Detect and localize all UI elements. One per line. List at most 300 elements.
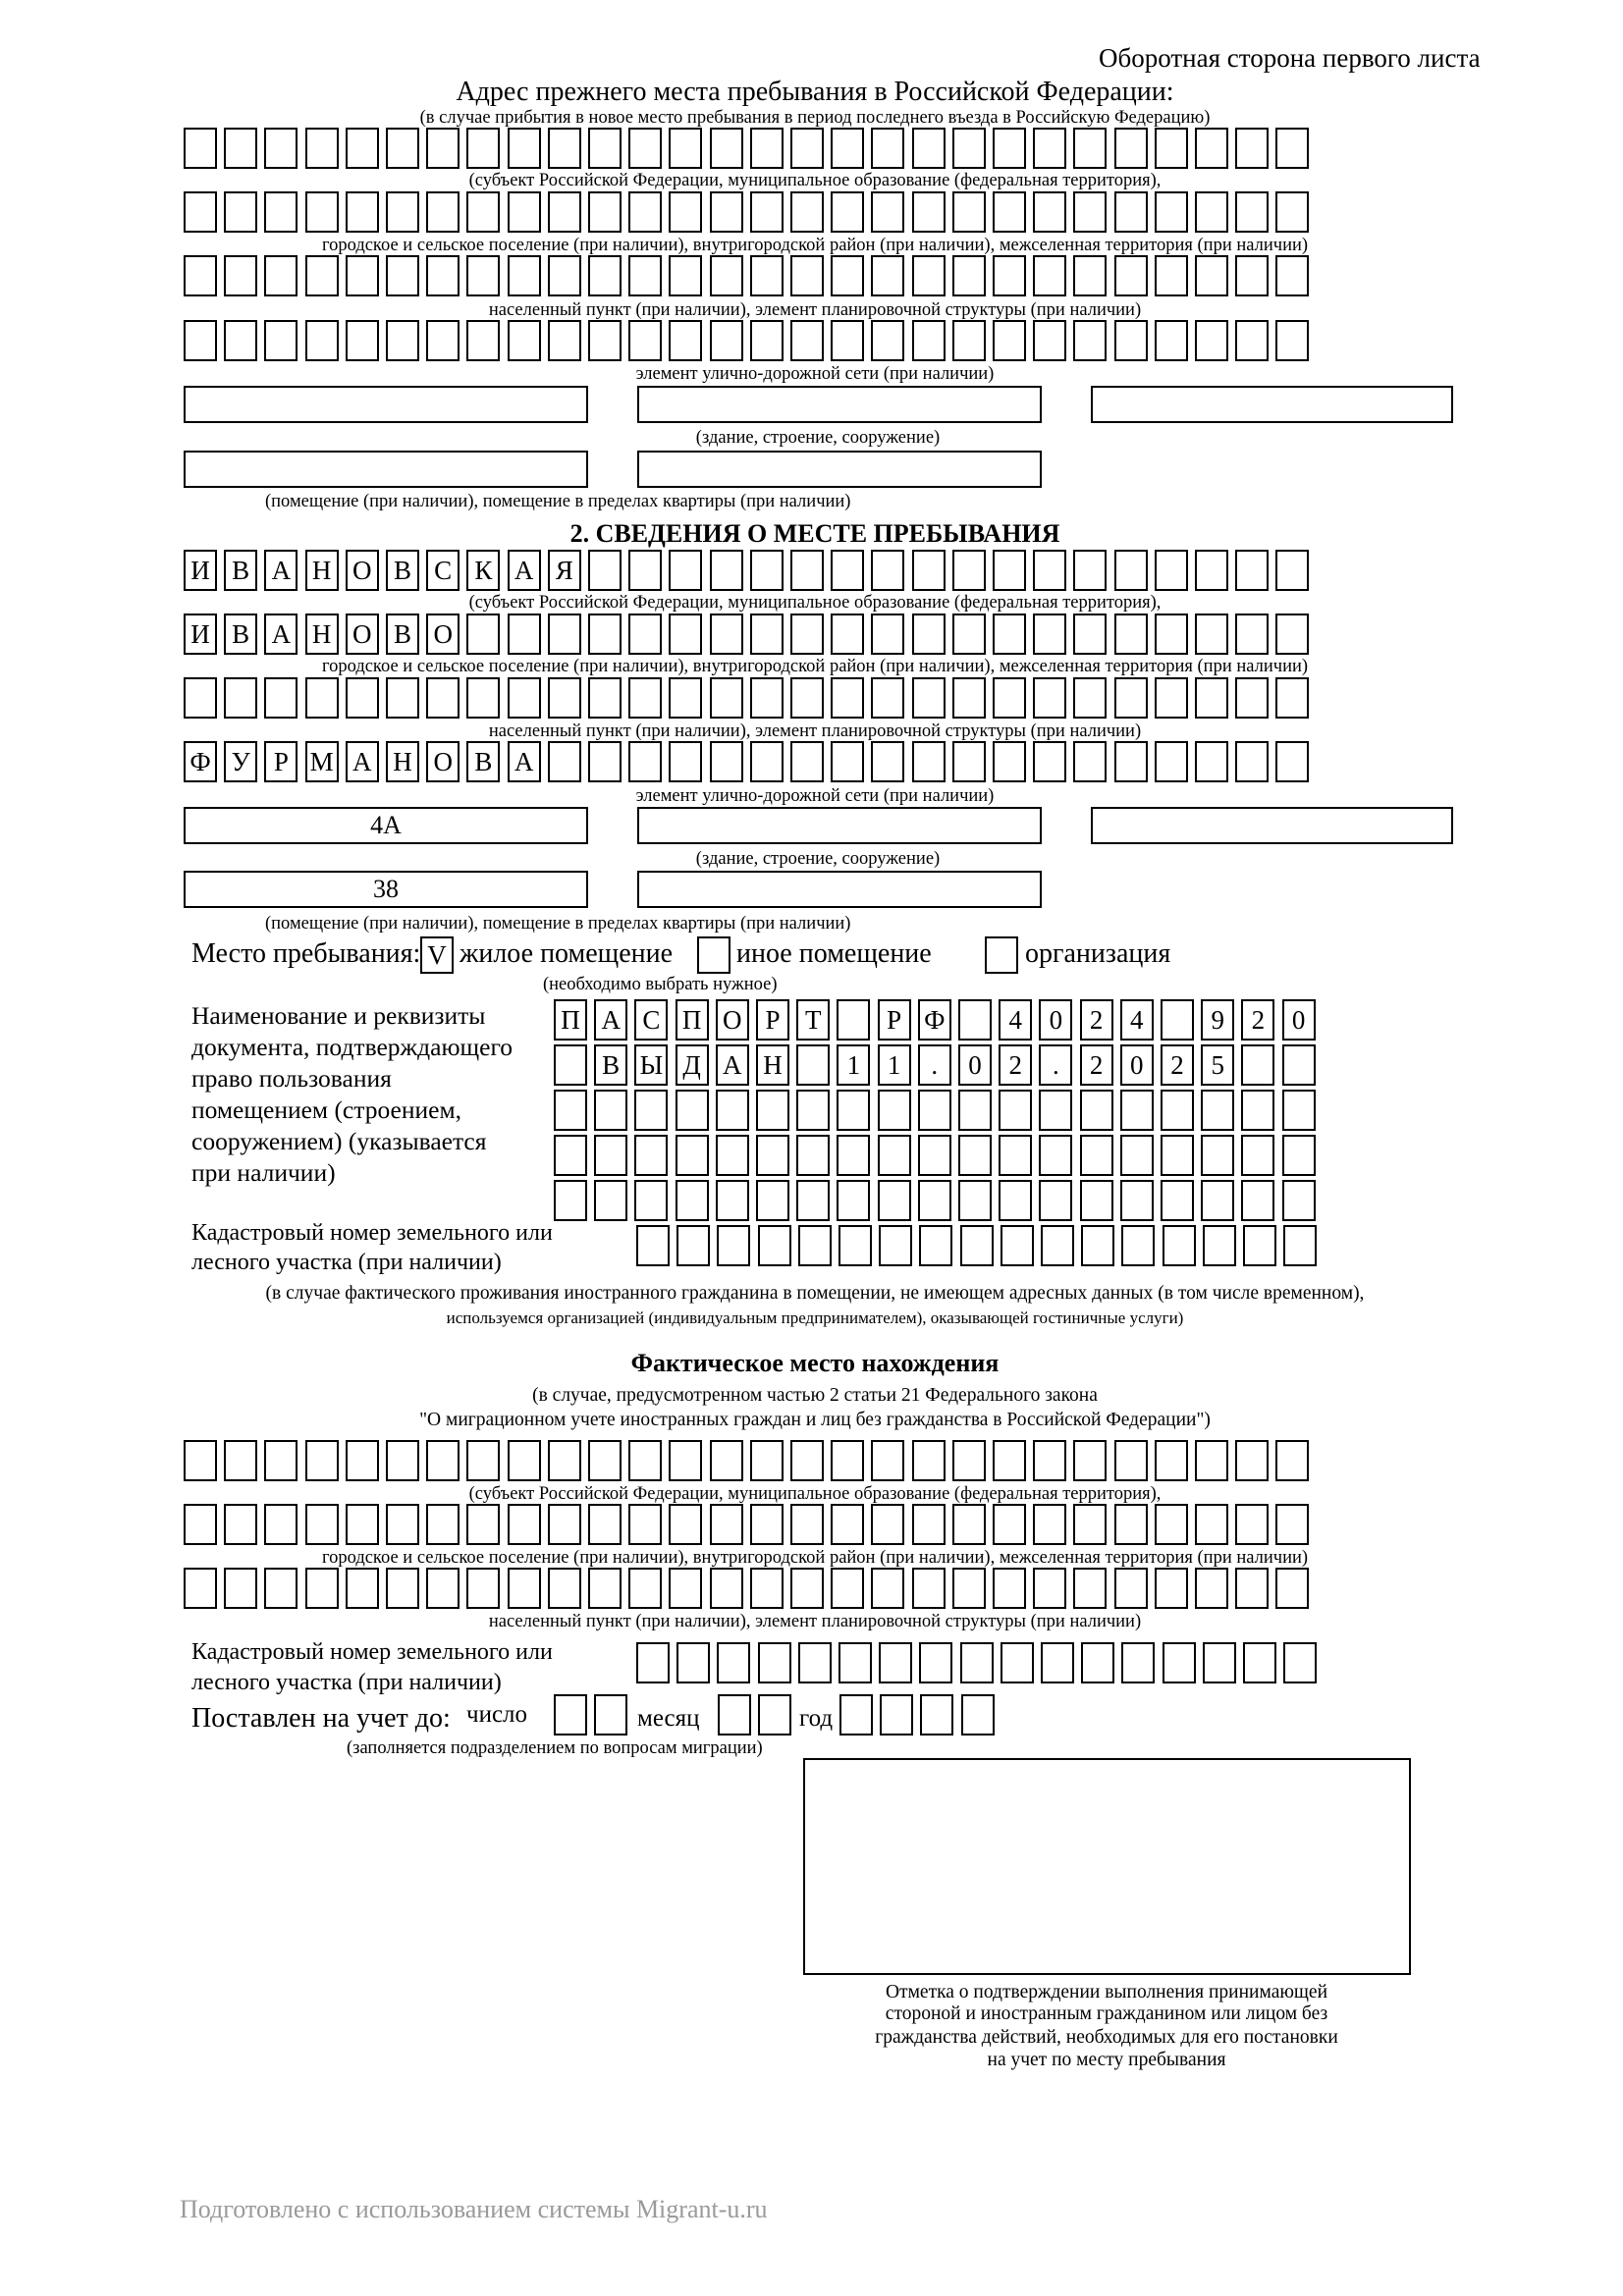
letter-cell[interactable] xyxy=(548,1440,581,1481)
letter-cell[interactable] xyxy=(1033,677,1066,719)
letter-cell[interactable] xyxy=(790,320,824,361)
letter-cell[interactable] xyxy=(588,614,622,655)
letter-cell[interactable] xyxy=(346,1440,379,1481)
letter-cell[interactable] xyxy=(871,677,904,719)
letter-cell[interactable] xyxy=(1275,550,1309,591)
letter-cell[interactable] xyxy=(871,191,904,233)
letter-cell[interactable] xyxy=(1073,550,1107,591)
letter-cell[interactable] xyxy=(224,255,257,296)
letter-cell[interactable]: О xyxy=(346,550,379,591)
letter-cell[interactable]: Н xyxy=(305,550,339,591)
letter-cell[interactable] xyxy=(1235,614,1269,655)
letter-cell[interactable] xyxy=(993,614,1026,655)
letter-cell[interactable] xyxy=(958,1090,992,1131)
letter-cell[interactable] xyxy=(548,191,581,233)
letter-cell[interactable] xyxy=(1161,999,1194,1041)
letter-cell[interactable] xyxy=(346,128,379,169)
letter-cell[interactable] xyxy=(636,1225,670,1266)
letter-cell[interactable] xyxy=(426,677,460,719)
letter-cell[interactable] xyxy=(426,1568,460,1609)
letter-cell[interactable] xyxy=(1114,320,1148,361)
letter-cell[interactable] xyxy=(831,320,864,361)
building-field-3[interactable] xyxy=(1091,807,1453,844)
letter-cell[interactable]: Я xyxy=(548,550,581,591)
letter-cell[interactable]: 2 xyxy=(1241,999,1274,1041)
letter-cell[interactable] xyxy=(386,320,419,361)
letter-cell[interactable] xyxy=(184,1568,217,1609)
letter-cell[interactable] xyxy=(837,1180,870,1221)
letter-cell[interactable] xyxy=(1155,128,1188,169)
letter-cell[interactable] xyxy=(871,1568,904,1609)
letter-cell[interactable]: В xyxy=(386,614,419,655)
letter-cell[interactable] xyxy=(669,741,702,782)
letter-cell[interactable] xyxy=(750,1568,784,1609)
letter-cell[interactable] xyxy=(1201,1090,1234,1131)
letter-cell[interactable] xyxy=(912,191,946,233)
letter-cell[interactable] xyxy=(1195,1440,1228,1481)
letter-cell[interactable] xyxy=(871,1504,904,1545)
letter-cell[interactable] xyxy=(871,255,904,296)
letter-cell[interactable] xyxy=(790,128,824,169)
letter-cell[interactable] xyxy=(790,741,824,782)
letter-cell[interactable] xyxy=(912,677,946,719)
letter-cell[interactable] xyxy=(1155,614,1188,655)
letter-cell[interactable] xyxy=(1121,1642,1155,1683)
letter-cell[interactable] xyxy=(1275,255,1309,296)
letter-cell[interactable] xyxy=(831,191,864,233)
letter-cell[interactable] xyxy=(1275,1568,1309,1609)
letter-cell[interactable] xyxy=(1155,1568,1188,1609)
letter-cell[interactable] xyxy=(305,255,339,296)
letter-cell[interactable] xyxy=(758,1642,791,1683)
letter-cell[interactable]: В xyxy=(594,1044,627,1086)
letter-cell[interactable]: А xyxy=(508,741,541,782)
letter-cell[interactable]: И xyxy=(184,614,217,655)
letter-cell[interactable] xyxy=(1203,1642,1236,1683)
letter-cell[interactable] xyxy=(184,677,217,719)
letter-cell[interactable] xyxy=(386,1568,419,1609)
letter-cell[interactable] xyxy=(588,550,622,591)
letter-cell[interactable] xyxy=(750,128,784,169)
letter-cell[interactable] xyxy=(386,255,419,296)
letter-cell[interactable] xyxy=(264,1504,298,1545)
letter-cell[interactable] xyxy=(993,191,1026,233)
letter-cell[interactable] xyxy=(952,191,986,233)
letter-cell[interactable] xyxy=(386,1504,419,1545)
letter-cell[interactable] xyxy=(952,550,986,591)
letter-cell[interactable] xyxy=(548,1504,581,1545)
letter-cell[interactable] xyxy=(952,128,986,169)
letter-cell[interactable] xyxy=(588,191,622,233)
letter-cell[interactable] xyxy=(952,677,986,719)
letter-cell[interactable] xyxy=(831,1504,864,1545)
letter-cell[interactable] xyxy=(1120,1090,1154,1131)
letter-cell[interactable] xyxy=(1195,1568,1228,1609)
letter-cell[interactable] xyxy=(628,1440,662,1481)
letter-cell[interactable] xyxy=(346,1504,379,1545)
letter-cell[interactable]: 5 xyxy=(1201,1044,1234,1086)
letter-cell[interactable] xyxy=(1033,1440,1066,1481)
letter-cell[interactable] xyxy=(466,128,500,169)
letter-cell[interactable] xyxy=(750,741,784,782)
letter-cell[interactable] xyxy=(1073,255,1107,296)
letter-cell[interactable] xyxy=(952,1440,986,1481)
letter-cell[interactable] xyxy=(1073,320,1107,361)
letter-cell[interactable]: А xyxy=(716,1044,749,1086)
letter-cell[interactable]: 1 xyxy=(878,1044,911,1086)
letter-cell[interactable] xyxy=(993,741,1026,782)
letter-cell[interactable] xyxy=(466,255,500,296)
letter-cell[interactable] xyxy=(1235,1568,1269,1609)
letter-cell[interactable] xyxy=(554,1694,587,1735)
prev-building-field[interactable] xyxy=(184,386,588,423)
letter-cell[interactable] xyxy=(1073,1568,1107,1609)
letter-cell[interactable] xyxy=(1243,1225,1276,1266)
letter-cell[interactable] xyxy=(1201,1135,1234,1176)
letter-cell[interactable] xyxy=(1114,677,1148,719)
letter-cell[interactable] xyxy=(588,741,622,782)
letter-cell[interactable]: 4 xyxy=(1120,999,1154,1041)
letter-cell[interactable] xyxy=(1073,741,1107,782)
letter-cell[interactable] xyxy=(1114,1440,1148,1481)
letter-cell[interactable] xyxy=(1033,191,1066,233)
letter-cell[interactable] xyxy=(952,741,986,782)
letter-cell[interactable] xyxy=(710,255,743,296)
letter-cell[interactable] xyxy=(634,1135,668,1176)
letter-cell[interactable] xyxy=(912,1504,946,1545)
letter-cell[interactable] xyxy=(264,1440,298,1481)
place-organization-checkbox[interactable] xyxy=(985,936,1018,974)
letter-cell[interactable] xyxy=(305,1568,339,1609)
letter-cell[interactable] xyxy=(756,1180,789,1221)
letter-cell[interactable]: Р xyxy=(878,999,911,1041)
letter-cell[interactable] xyxy=(1195,191,1228,233)
letter-cell[interactable] xyxy=(878,1135,911,1176)
letter-cell[interactable] xyxy=(831,1440,864,1481)
letter-cell[interactable] xyxy=(952,1504,986,1545)
letter-cell[interactable] xyxy=(710,191,743,233)
letter-cell[interactable] xyxy=(831,255,864,296)
letter-cell[interactable] xyxy=(1275,191,1309,233)
letter-cell[interactable] xyxy=(1275,614,1309,655)
letter-cell[interactable] xyxy=(960,1225,994,1266)
letter-cell[interactable] xyxy=(710,1568,743,1609)
letter-cell[interactable]: 0 xyxy=(958,1044,992,1086)
letter-cell[interactable] xyxy=(796,1044,830,1086)
letter-cell[interactable] xyxy=(717,1225,750,1266)
letter-cell[interactable] xyxy=(676,1135,709,1176)
letter-cell[interactable] xyxy=(710,614,743,655)
letter-cell[interactable] xyxy=(628,255,662,296)
letter-cell[interactable] xyxy=(1120,1180,1154,1221)
letter-cell[interactable] xyxy=(634,1090,668,1131)
letter-cell[interactable]: . xyxy=(918,1044,951,1086)
letter-cell[interactable] xyxy=(1001,1225,1034,1266)
letter-cell[interactable] xyxy=(1195,550,1228,591)
letter-cell[interactable]: А xyxy=(594,999,627,1041)
letter-cell[interactable] xyxy=(588,1440,622,1481)
letter-cell[interactable] xyxy=(1073,1440,1107,1481)
letter-cell[interactable] xyxy=(508,191,541,233)
letter-cell[interactable] xyxy=(305,1504,339,1545)
prev-room-field-2[interactable] xyxy=(637,451,1042,488)
letter-cell[interactable] xyxy=(264,677,298,719)
letter-cell[interactable] xyxy=(628,550,662,591)
place-other-checkbox[interactable] xyxy=(697,936,730,974)
letter-cell[interactable]: И xyxy=(184,550,217,591)
letter-cell[interactable] xyxy=(750,191,784,233)
letter-cell[interactable] xyxy=(1282,1044,1316,1086)
letter-cell[interactable] xyxy=(1155,191,1188,233)
letter-cell[interactable] xyxy=(588,677,622,719)
letter-cell[interactable] xyxy=(636,1642,670,1683)
letter-cell[interactable] xyxy=(1114,1504,1148,1545)
letter-cell[interactable] xyxy=(871,128,904,169)
letter-cell[interactable] xyxy=(1039,1135,1072,1176)
letter-cell[interactable] xyxy=(871,550,904,591)
letter-cell[interactable] xyxy=(1114,128,1148,169)
letter-cell[interactable] xyxy=(1235,320,1269,361)
letter-cell[interactable]: Ф xyxy=(918,999,951,1041)
letter-cell[interactable] xyxy=(628,1504,662,1545)
letter-cell[interactable] xyxy=(952,614,986,655)
letter-cell[interactable]: 9 xyxy=(1201,999,1234,1041)
letter-cell[interactable] xyxy=(548,677,581,719)
letter-cell[interactable] xyxy=(1114,191,1148,233)
letter-cell[interactable] xyxy=(1080,1090,1113,1131)
letter-cell[interactable] xyxy=(1241,1044,1274,1086)
letter-cell[interactable] xyxy=(919,1642,952,1683)
letter-cell[interactable] xyxy=(548,1568,581,1609)
letter-cell[interactable] xyxy=(1195,128,1228,169)
letter-cell[interactable] xyxy=(1235,677,1269,719)
letter-cell[interactable] xyxy=(1195,320,1228,361)
letter-cell[interactable] xyxy=(466,320,500,361)
letter-cell[interactable] xyxy=(1155,741,1188,782)
letter-cell[interactable] xyxy=(839,1642,872,1683)
letter-cell[interactable] xyxy=(790,255,824,296)
letter-cell[interactable] xyxy=(716,1090,749,1131)
letter-cell[interactable] xyxy=(1235,550,1269,591)
letter-cell[interactable] xyxy=(386,677,419,719)
letter-cell[interactable] xyxy=(594,1135,627,1176)
letter-cell[interactable] xyxy=(912,320,946,361)
letter-cell[interactable] xyxy=(224,320,257,361)
letter-cell[interactable] xyxy=(548,320,581,361)
letter-cell[interactable] xyxy=(871,320,904,361)
letter-cell[interactable] xyxy=(466,1568,500,1609)
prev-room-field[interactable] xyxy=(184,451,588,488)
letter-cell[interactable] xyxy=(710,1504,743,1545)
letter-cell[interactable] xyxy=(1235,128,1269,169)
letter-cell[interactable]: В xyxy=(386,550,419,591)
letter-cell[interactable] xyxy=(1073,128,1107,169)
letter-cell[interactable]: 2 xyxy=(1080,999,1113,1041)
letter-cell[interactable] xyxy=(918,1090,951,1131)
letter-cell[interactable] xyxy=(669,191,702,233)
letter-cell[interactable] xyxy=(628,191,662,233)
letter-cell[interactable] xyxy=(1235,1440,1269,1481)
letter-cell[interactable] xyxy=(790,614,824,655)
letter-cell[interactable] xyxy=(796,1180,830,1221)
letter-cell[interactable] xyxy=(790,550,824,591)
letter-cell[interactable] xyxy=(305,1440,339,1481)
letter-cell[interactable] xyxy=(878,1090,911,1131)
letter-cell[interactable] xyxy=(1033,614,1066,655)
letter-cell[interactable] xyxy=(1114,255,1148,296)
letter-cell[interactable] xyxy=(426,191,460,233)
letter-cell[interactable] xyxy=(184,255,217,296)
letter-cell[interactable] xyxy=(758,1694,791,1735)
letter-cell[interactable] xyxy=(918,1135,951,1176)
letter-cell[interactable] xyxy=(1081,1642,1114,1683)
letter-cell[interactable] xyxy=(831,677,864,719)
letter-cell[interactable] xyxy=(1241,1090,1274,1131)
letter-cell[interactable] xyxy=(1155,1440,1188,1481)
letter-cell[interactable]: Н xyxy=(305,614,339,655)
room-field-2[interactable] xyxy=(637,871,1042,908)
letter-cell[interactable] xyxy=(346,255,379,296)
letter-cell[interactable] xyxy=(1041,1642,1074,1683)
letter-cell[interactable] xyxy=(184,1440,217,1481)
letter-cell[interactable] xyxy=(798,1642,832,1683)
building-field-2[interactable] xyxy=(637,807,1042,844)
place-residential-checkbox[interactable]: V xyxy=(420,936,454,974)
letter-cell[interactable] xyxy=(1155,1504,1188,1545)
letter-cell[interactable] xyxy=(1282,1180,1316,1221)
letter-cell[interactable] xyxy=(831,614,864,655)
letter-cell[interactable] xyxy=(224,128,257,169)
letter-cell[interactable] xyxy=(676,1642,710,1683)
letter-cell[interactable] xyxy=(750,255,784,296)
letter-cell[interactable] xyxy=(999,1135,1032,1176)
letter-cell[interactable] xyxy=(1275,1504,1309,1545)
letter-cell[interactable] xyxy=(716,1180,749,1221)
letter-cell[interactable] xyxy=(669,1568,702,1609)
letter-cell[interactable] xyxy=(508,677,541,719)
letter-cell[interactable]: 0 xyxy=(1039,999,1072,1041)
letter-cell[interactable]: П xyxy=(676,999,709,1041)
letter-cell[interactable] xyxy=(1235,1504,1269,1545)
letter-cell[interactable] xyxy=(831,128,864,169)
letter-cell[interactable] xyxy=(386,128,419,169)
letter-cell[interactable] xyxy=(426,1504,460,1545)
letter-cell[interactable] xyxy=(426,255,460,296)
letter-cell[interactable] xyxy=(1203,1225,1236,1266)
letter-cell[interactable] xyxy=(993,1504,1026,1545)
letter-cell[interactable] xyxy=(1241,1135,1274,1176)
letter-cell[interactable]: В xyxy=(466,741,500,782)
letter-cell[interactable] xyxy=(993,677,1026,719)
letter-cell[interactable] xyxy=(628,741,662,782)
letter-cell[interactable] xyxy=(1033,320,1066,361)
letter-cell[interactable] xyxy=(548,128,581,169)
letter-cell[interactable] xyxy=(1033,128,1066,169)
letter-cell[interactable]: 0 xyxy=(1282,999,1316,1041)
letter-cell[interactable] xyxy=(871,1440,904,1481)
letter-cell[interactable] xyxy=(1235,255,1269,296)
letter-cell[interactable] xyxy=(466,1504,500,1545)
letter-cell[interactable] xyxy=(993,1568,1026,1609)
letter-cell[interactable] xyxy=(960,1642,994,1683)
letter-cell[interactable] xyxy=(790,1504,824,1545)
prev-building-field-3[interactable] xyxy=(1091,386,1453,423)
letter-cell[interactable] xyxy=(1120,1135,1154,1176)
letter-cell[interactable] xyxy=(184,1504,217,1545)
letter-cell[interactable]: О xyxy=(426,614,460,655)
letter-cell[interactable] xyxy=(710,677,743,719)
letter-cell[interactable]: 2 xyxy=(999,1044,1032,1086)
letter-cell[interactable] xyxy=(1241,1180,1274,1221)
letter-cell[interactable] xyxy=(669,128,702,169)
letter-cell[interactable] xyxy=(993,128,1026,169)
letter-cell[interactable]: . xyxy=(1039,1044,1072,1086)
letter-cell[interactable] xyxy=(1114,614,1148,655)
letter-cell[interactable] xyxy=(1275,741,1309,782)
letter-cell[interactable] xyxy=(669,614,702,655)
letter-cell[interactable] xyxy=(264,191,298,233)
letter-cell[interactable] xyxy=(993,255,1026,296)
letter-cell[interactable] xyxy=(750,677,784,719)
letter-cell[interactable] xyxy=(508,1568,541,1609)
letter-cell[interactable] xyxy=(1195,677,1228,719)
letter-cell[interactable]: О xyxy=(346,614,379,655)
letter-cell[interactable] xyxy=(831,1568,864,1609)
letter-cell[interactable] xyxy=(634,1180,668,1221)
letter-cell[interactable] xyxy=(837,999,870,1041)
letter-cell[interactable] xyxy=(750,1504,784,1545)
letter-cell[interactable] xyxy=(1195,1504,1228,1545)
letter-cell[interactable] xyxy=(628,320,662,361)
letter-cell[interactable] xyxy=(305,128,339,169)
letter-cell[interactable] xyxy=(669,320,702,361)
letter-cell[interactable] xyxy=(508,614,541,655)
letter-cell[interactable] xyxy=(880,1694,913,1735)
letter-cell[interactable] xyxy=(184,320,217,361)
letter-cell[interactable]: Ы xyxy=(634,1044,668,1086)
letter-cell[interactable] xyxy=(588,320,622,361)
letter-cell[interactable] xyxy=(386,1440,419,1481)
letter-cell[interactable] xyxy=(1282,1135,1316,1176)
letter-cell[interactable]: С xyxy=(634,999,668,1041)
letter-cell[interactable] xyxy=(1033,550,1066,591)
letter-cell[interactable]: Н xyxy=(386,741,419,782)
letter-cell[interactable] xyxy=(628,1568,662,1609)
letter-cell[interactable] xyxy=(952,255,986,296)
letter-cell[interactable] xyxy=(224,1440,257,1481)
letter-cell[interactable] xyxy=(669,1440,702,1481)
letter-cell[interactable] xyxy=(790,191,824,233)
letter-cell[interactable] xyxy=(669,1504,702,1545)
letter-cell[interactable] xyxy=(346,191,379,233)
letter-cell[interactable] xyxy=(1073,1504,1107,1545)
letter-cell[interactable] xyxy=(796,1135,830,1176)
letter-cell[interactable] xyxy=(999,1090,1032,1131)
letter-cell[interactable] xyxy=(1283,1225,1317,1266)
letter-cell[interactable] xyxy=(346,677,379,719)
letter-cell[interactable] xyxy=(508,128,541,169)
letter-cell[interactable] xyxy=(790,1440,824,1481)
letter-cell[interactable] xyxy=(588,128,622,169)
letter-cell[interactable] xyxy=(831,550,864,591)
prev-building-field-2[interactable] xyxy=(637,386,1042,423)
letter-cell[interactable] xyxy=(912,128,946,169)
letter-cell[interactable] xyxy=(710,1440,743,1481)
letter-cell[interactable] xyxy=(224,1504,257,1545)
letter-cell[interactable] xyxy=(508,1440,541,1481)
letter-cell[interactable] xyxy=(1235,191,1269,233)
letter-cell[interactable] xyxy=(993,320,1026,361)
